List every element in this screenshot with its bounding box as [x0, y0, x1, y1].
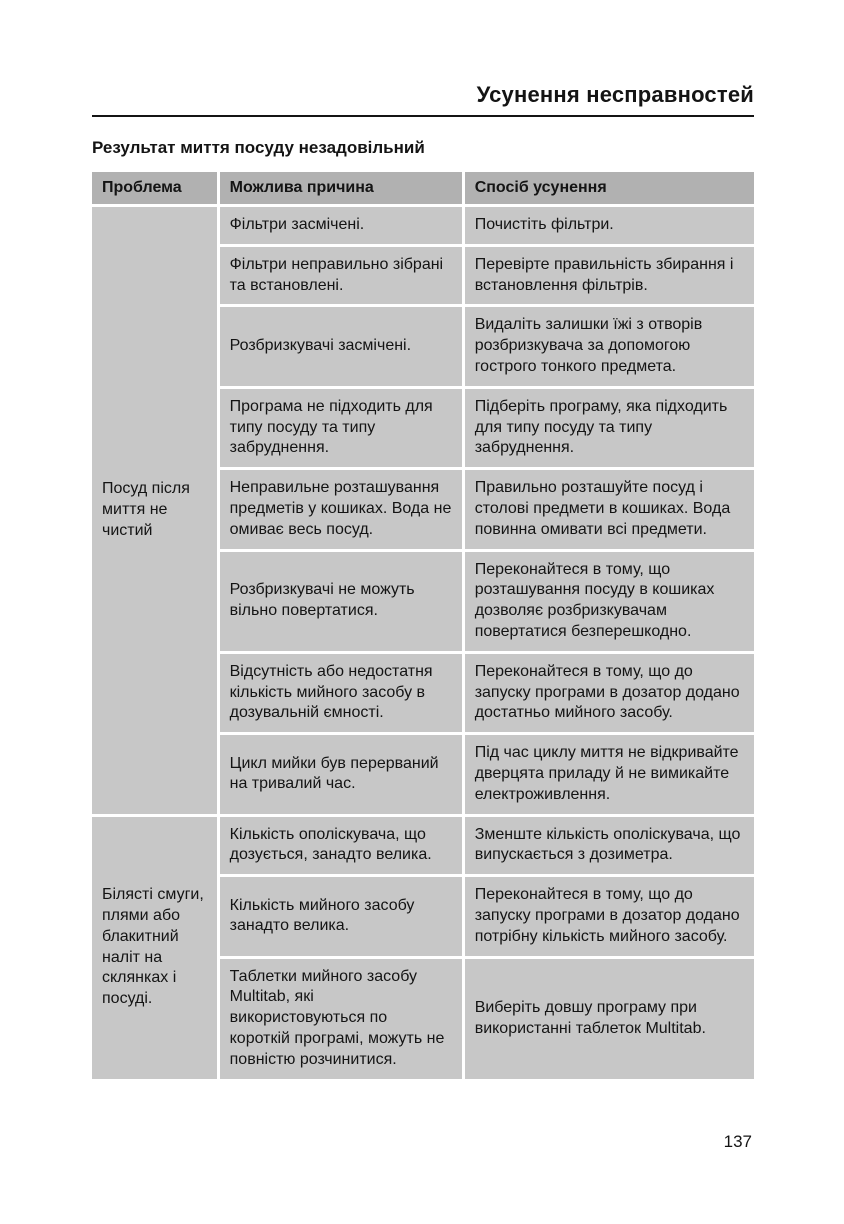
- solution-cell: Видаліть залишки їжі з отворів розбризкувача за допомогою гострого тонкого предмета.: [465, 307, 754, 385]
- solution-cell: Переконайтеся в тому, що до запуску програми в дозатор додано потрібну кількість мийного засобу.: [465, 877, 754, 955]
- problem-cell: Білясті смуги, плями або блакитний наліт на склянках і посуді.: [92, 817, 217, 1079]
- troubleshooting-table: [89, 169, 757, 1082]
- solution-cell: Переконайтеся в тому, що розташування посуду в кошиках дозволяє розбризкувачам повертатися безперешкодно.: [465, 552, 754, 651]
- page-title: Усунення несправностей: [476, 82, 754, 107]
- column-header-cause: Можлива причина: [220, 172, 462, 204]
- table-row: [92, 817, 754, 875]
- cause-cell: Кількість ополіскувача, що дозується, занадто велика.: [220, 817, 462, 875]
- table-row: [92, 207, 754, 244]
- solution-cell: Під час циклу миття не відкривайте дверцята приладу й не вимикайте електроживлення.: [465, 735, 754, 813]
- header-divider: [92, 115, 754, 117]
- solution-cell: Виберіть довшу програму при використанні таблеток Multitab.: [465, 959, 754, 1079]
- page-number: 137: [723, 1132, 752, 1151]
- cause-cell: Неправильне розташування предметів у кошиках. Вода не омиває весь посуд.: [220, 470, 462, 548]
- table-header-row: [92, 172, 754, 204]
- solution-cell: Зменште кількість ополіскувача, що випускається з дозиметра.: [465, 817, 754, 875]
- cause-cell: Цикл мийки був перерваний на тривалий час.: [220, 735, 462, 813]
- section-title: Результат миття посуду незадовільний: [92, 138, 425, 157]
- table-body: [92, 207, 754, 1079]
- cause-cell: Відсутність або недостатня кількість мийного засобу в дозувальній ємності.: [220, 654, 462, 732]
- column-header-solution: Спосіб усунення: [465, 172, 754, 204]
- solution-cell: Підберіть програму, яка підходить для типу посуду та типу забруднення.: [465, 389, 754, 467]
- cause-cell: Розбризкувачі не можуть вільно повертатися.: [220, 552, 462, 651]
- problem-cell: Посуд після миття не чистий: [92, 207, 217, 814]
- cause-cell: Таблетки мийного засобу Multitab, які використовуються по короткій програмі, можуть не повністю розчинитися.: [220, 959, 462, 1079]
- cause-cell: Фільтри неправильно зібрані та встановлені.: [220, 247, 462, 305]
- cause-cell: Фільтри засмічені.: [220, 207, 462, 244]
- solution-cell: Почистіть фільтри.: [465, 207, 754, 244]
- cause-cell: Кількість мийного засобу занадто велика.: [220, 877, 462, 955]
- solution-cell: Переконайтеся в тому, що до запуску програми в дозатор додано достатньо мийного засобу.: [465, 654, 754, 732]
- solution-cell: Правильно розташуйте посуд і столові предмети в кошиках. Вода повинна омивати всі предмети.: [465, 470, 754, 548]
- cause-cell: Розбризкувачі засмічені.: [220, 307, 462, 385]
- solution-cell: Перевірте правильність збирання і встановлення фільтрів.: [465, 247, 754, 305]
- cause-cell: Програма не підходить для типу посуду та типу забруднення.: [220, 389, 462, 467]
- column-header-problem: Проблема: [92, 172, 217, 204]
